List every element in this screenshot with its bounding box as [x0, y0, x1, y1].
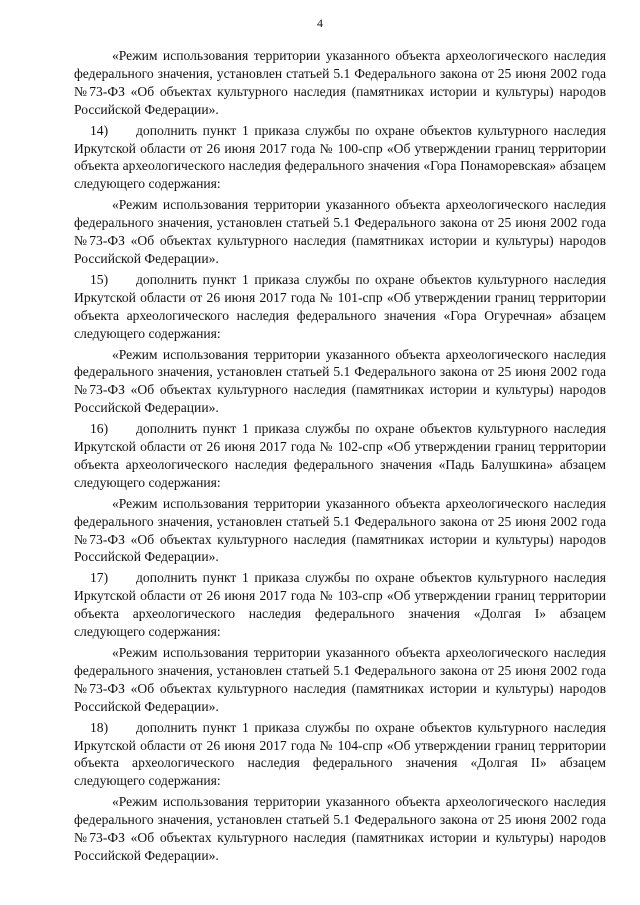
item-text: дополнить пункт 1 приказа службы по охране объектов культурного наследия Иркутской области от 26 июня 2017 года № 100-спр «Об утверждении границ территории объекта археологического наследия федерального значения «Гора Понаморевская» абзацем следующего содержания:: [74, 122, 606, 192]
quote-paragraph: «Режим использования территории указанного объекта археологического наследия федерального значения, установлен статьей 5.1 Федерального закона от 25 июня 2002 года №73-ФЗ «Об объектах культурного наследия (памятниках истории и культуры) народов Российской Федерации».: [74, 495, 606, 565]
list-item-16: [74, 420, 606, 492]
page-number: 4: [317, 16, 323, 30]
item-text: дополнить пункт 1 приказа службы по охране объектов культурного наследия Иркутской области от 26 июня 2017 года № 101-спр «Об утверждении границ территории объекта археологического наследия федерального значения «Гора Огуречная» абзацем следующего содержания:: [74, 271, 606, 341]
item-number: 18): [90, 719, 109, 735]
quote-paragraph: «Режим использования территории указанного объекта археологического наследия федерального значения, установлен статьей 5.1 Федерального закона от 25 июня 2002 года №73-ФЗ «Об объектах культурного наследия (памятниках истории и культуры) народов Российской Федерации».: [74, 197, 606, 266]
list-item-15: [74, 271, 606, 343]
quote-paragraph: «Режим использования территории указанного объекта археологического наследия федерального значения, установлен статьей 5.1 Федерального закона от 25 июня 2002 года №73-ФЗ «Об объектах культурного наследия (памятниках истории и культуры) народов Российской Федерации».: [74, 794, 606, 863]
item-text: дополнить пункт 1 приказа службы по охране объектов культурного наследия Иркутской области от 26 июня 2017 года № 104-спр «Об утверждении границ территории объекта археологического наследия федерального значения «Долгая II» абзацем следующего содержания:: [74, 719, 606, 789]
list-item-14: [74, 122, 606, 194]
item-text: дополнить пункт 1 приказа службы по охране объектов культурного наследия Иркутской области от 26 июня 2017 года № 102-спр «Об утверждении границ территории объекта археологического наследия федерального значения «Падь Балушкина» абзацем следующего содержания:: [74, 421, 606, 490]
quote-paragraph: «Режим использования территории указанного объекта археологического наследия федерального значения, установлен статьей 5.1 Федерального закона от 25 июня 2002 года №73-ФЗ «Об объектах культурного наследия (памятниках истории и культуры) народов Российской Федерации».: [74, 645, 606, 714]
list-item-17: [74, 569, 606, 641]
item-number: 15): [90, 271, 109, 287]
quote-paragraph: «Режим использования территории указанного объекта археологического наследия федерального значения, установлен статьей 5.1 Федерального закона от 25 июня 2002 года №73-ФЗ «Об объектах культурного наследия (памятниках истории и культуры) народов Российской Федерации».: [74, 48, 606, 117]
item-number: 17): [90, 570, 109, 586]
item-number: 14): [90, 122, 109, 138]
item-text: дополнить пункт 1 приказа службы по охране объектов культурного наследия Иркутской области от 26 июня 2017 года № 103-спр «Об утверждении границ территории объекта археологического наследия федерального значения «Долгая I» абзацем следующего содержания:: [74, 570, 606, 640]
quote-paragraph: «Режим использования территории указанного объекта археологического наследия федерального значения, установлен статьей 5.1 Федерального закона от 25 июня 2002 года №73-ФЗ «Об объектах культурного наследия (памятниках истории и культуры) народов Российской Федерации».: [74, 346, 606, 416]
document-body: [74, 47, 606, 865]
item-number: 16): [90, 421, 109, 437]
list-item-18: [74, 719, 606, 791]
